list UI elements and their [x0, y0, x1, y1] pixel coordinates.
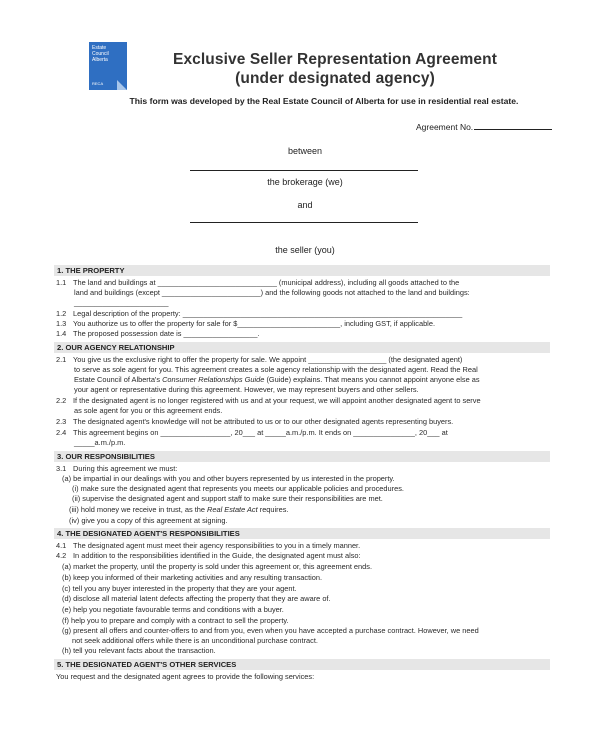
clause-4-1: 4.1 The designated agent must meet their agency responsibilities to you in a timely manner.	[56, 541, 361, 550]
clause-1-4: 1.4 The proposed possession date is __________________.	[56, 329, 260, 338]
agreement-number-label: Agreement No.	[416, 122, 474, 132]
seller-line[interactable]	[190, 222, 418, 223]
section-heading-agency: 2. OUR AGENCY RELATIONSHIP	[54, 342, 550, 353]
logo-text-line2: Council	[92, 51, 109, 57]
clause-2-1-cont2: Estate Council of Alberta's Consumer Relationships Guide (Guide) explains. That means you cannot appoint anyone else as	[74, 375, 480, 384]
and-label: and	[297, 200, 313, 210]
section-heading-other-services: 5. THE DESIGNATED AGENT'S OTHER SERVICES	[54, 659, 550, 670]
logo-text-line1: Estate	[92, 45, 107, 51]
clause-4-2: 4.2 In addition to the responsibilities identified in the Guide, the designated agent must also:	[56, 551, 361, 560]
document-title: Exclusive Seller Representation Agreement	[173, 51, 497, 68]
logo-bottom-text: RECA	[92, 81, 104, 86]
logo-fold-icon	[117, 80, 127, 90]
clause-4-2-b: (b) keep you informed of their marketing activities and any resulting transaction.	[62, 573, 323, 582]
clause-2-1-cont: to serve as sole agent for you. This agreement creates a sole agency relationship with the designated agent. Read the Real	[74, 365, 478, 374]
section-heading-property: 1. THE PROPERTY	[54, 265, 550, 276]
clause-3-1-iv: (iv) give you a copy of this agreement at signing.	[69, 516, 228, 525]
clause-1-1-cont: land and buildings (except ________________________) and the following goods not attached to the land and buildings:	[74, 288, 470, 297]
section-heading-our-responsibilities: 3. OUR RESPONSIBILITIES	[54, 451, 550, 462]
clause-3-1-iii: (iii) hold money we receive in trust, as the Real Estate Act requires.	[69, 505, 289, 514]
section-5-text: You request and the designated agent agrees to provide the following services:	[56, 672, 315, 681]
clause-2-2-cont: as sole agent for you or this agreement ends.	[74, 406, 223, 415]
clause-4-2-f: (f) help you to prepare and comply with a contract to sell the property.	[62, 616, 289, 625]
clause-2-3: 2.3 The designated agent's knowledge will not be attributed to us or to our other designated agents representing buyers.	[56, 417, 454, 426]
agreement-number-field[interactable]	[474, 121, 552, 130]
clause-4-2-h: (h) tell you relevant facts about the transaction.	[62, 646, 216, 655]
seller-label: the seller (you)	[275, 245, 335, 255]
logo-text-line3: Alberta	[92, 57, 108, 63]
brokerage-line[interactable]	[190, 170, 418, 171]
clause-1-1-cont2: _______________________	[74, 298, 169, 307]
clause-3-1-i: (i) make sure the designated agent that represents you meets our applicable policies and procedures.	[72, 484, 404, 493]
clause-2-4-cont: _____a.m./p.m.	[74, 438, 126, 447]
form-note: This form was developed by the Real Estate Council of Alberta for use in residential real estate.	[129, 96, 519, 106]
brokerage-label: the brokerage (we)	[267, 177, 343, 187]
clause-4-2-e: (e) help you negotiate favourable terms and conditions with a buyer.	[62, 605, 284, 614]
clause-3-1-a: (a) be impartial in our dealings with you and other buyers represented by us interested in the property.	[62, 474, 395, 483]
clause-4-2-c: (c) tell you any buyer interested in the property that they are your agent.	[62, 584, 297, 593]
clause-4-2-g: (g) present all offers and counter-offers to and from you, even when you have accepted a purchase contract. However, we need	[62, 626, 479, 635]
agreement-number	[416, 121, 552, 132]
clause-2-1: 2.1 You give us the exclusive right to offer the property for sale. We appoint ___________________ (the designated agent)	[56, 355, 463, 364]
clause-1-3: 1.3 You authorize us to offer the property for sale for $_________________________, including GST, if applicable.	[56, 319, 435, 328]
reca-logo	[89, 42, 127, 90]
clause-3-1: 3.1 During this agreement we must:	[56, 464, 178, 473]
clause-2-1-cont3: your agent or representative during this agreement. However, we may represent buyers and other sellers.	[74, 385, 419, 394]
document-subtitle: (under designated agency)	[235, 70, 435, 87]
clause-1-2: 1.2 Legal description of the property: ____________________________________________________________________	[56, 309, 463, 318]
clause-4-2-g-cont: not seek additional offers while there is an unconditional purchase contract.	[72, 636, 318, 645]
clause-2-4: 2.4 This agreement begins on _________________, 20___ at _____a.m./p.m. It ends on _______________, 20___ at	[56, 428, 448, 437]
clause-3-1-ii: (ii) supervise the designated agent and support staff to make sure their responsibilities are met.	[72, 494, 383, 503]
clause-2-2: 2.2 If the designated agent is no longer registered with us and at your request, we will appoint another designated agent to serve	[56, 396, 481, 405]
clause-4-2-a: (a) market the property, until the property is sold under this agreement or, this agreement ends.	[62, 562, 373, 571]
clause-1-1: 1.1 The land and buildings at _____________________________ (municipal address), including all goods attached to the	[56, 278, 460, 287]
clause-4-2-d: (d) disclose all material latent defects affecting the property that they are aware of.	[62, 594, 331, 603]
section-heading-agent-responsibilities: 4. THE DESIGNATED AGENT'S RESPONSIBILITIES	[54, 528, 550, 539]
between-label: between	[287, 146, 323, 156]
